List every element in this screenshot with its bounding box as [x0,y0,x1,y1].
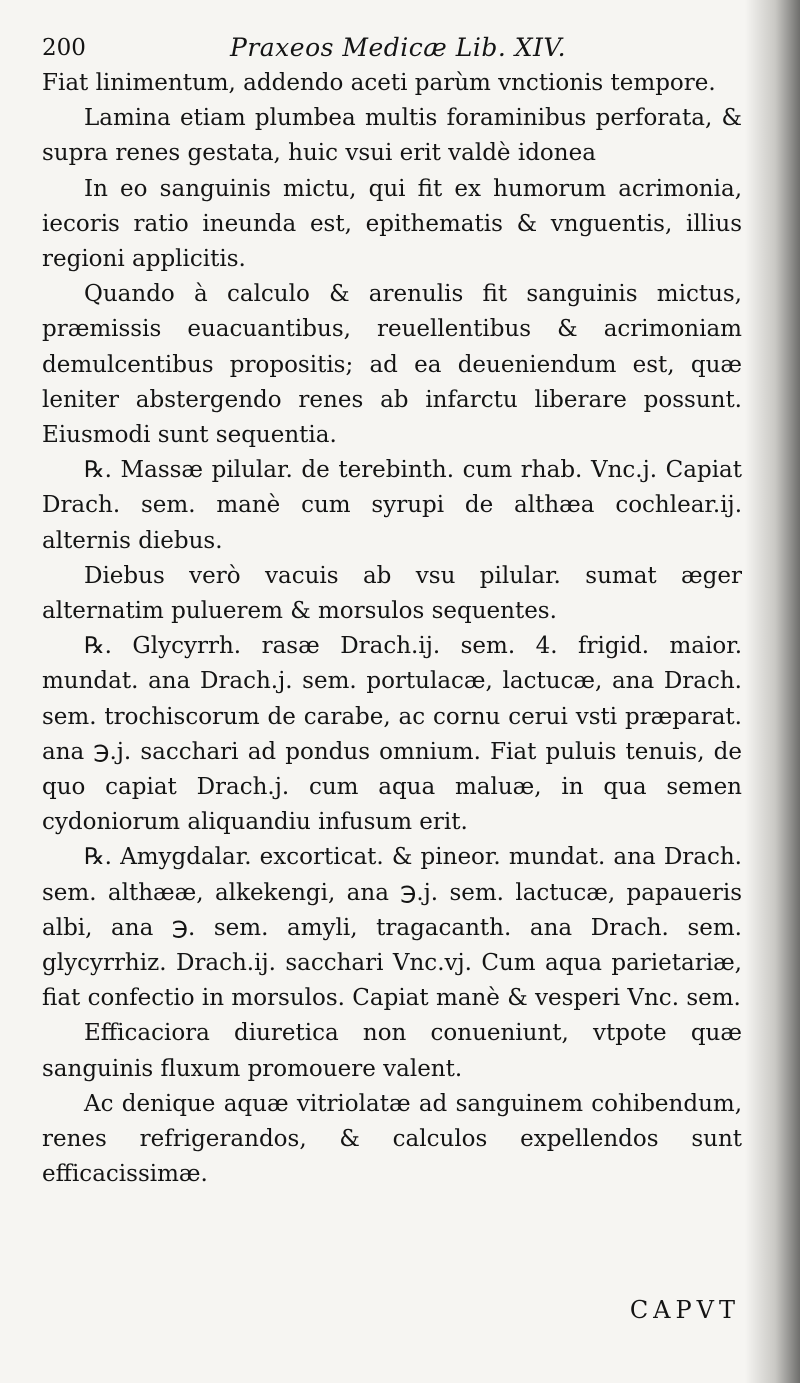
spine-shadow [745,0,800,1383]
paragraph-diebus: Diebus verò vacuis ab vsu pilular. sumat æger alternatim puluerem & morsulos sequentes. [42,562,742,625]
paragraph-linimentum: Fiat linimentum, addendo aceti parùm vnctionis tempore. [42,70,716,96]
paragraph-aquae-vitriolatae: Ac denique aquæ vitriolatæ ad sanguinem cohibendum, renes refrigerandos, & calculos expellendos sunt efficacissimæ. [42,1090,742,1188]
recipe-amygdalar: ℞. Amygdalar. excorticat. & pineor. mundat. ana Drach. sem. althææ, alkekengi, ana ℈.j. sem. lactucæ, papaueris albi, ana ℈. sem. amyli, tragacanth. ana Drach. sem. glycyrrhiz. Drach.ij. sacchari Vnc.vj. Cum aqua parietariæ, fiat confectio in morsulos. Capiat manè & vesperi Vnc. sem. [42,844,742,1012]
running-head-title: Praxeos Medicæ Lib. XIV. [230,33,567,62]
paragraph-diuretica: Efficaciora diuretica non conueniunt, vtpote quæ sanguinis fluxum promouere valent. [42,1020,742,1082]
running-head [42,30,742,66]
paragraph-calculo: Quando à calculo & arenulis fit sanguinis mictus, præmissis euacuantibus, reuellentibus & acrimoniam demulcentibus propositis; ad ea deueniendum est, quæ leniter abstergendo renes ab infarctu liberare possunt. Eiusmodi sunt sequentia. [42,281,742,449]
catchword: CAPVT [629,1296,740,1324]
paragraph-sanguinis-mictu: In eo sanguinis mictu, qui fit ex humorum acrimonia, iecoris ratio ineunda est, epithematis & vnguentis, illius regioni applicitis. [42,175,742,273]
paragraph-lamina: Lamina etiam plumbea multis foraminibus perforata, & supra renes gestata, huic vsui erit valdè idonea [42,105,742,167]
recipe-massae-pilular: ℞. Massæ pilular. de terebinth. cum rhab. Vnc.j. Capiat Drach. sem. manè cum syrupi de althæa cochlear.ij. alternis diebus. [42,457,742,554]
page-text [42,30,742,1193]
page-number: 200 [42,35,86,61]
recipe-glycyrrh: ℞. Glycyrrh. rasæ Drach.ij. sem. 4. frigid. maior. mundat. ana Drach.j. sem. portulacæ, lactucæ, ana Drach. sem. trochiscorum de carabe, ac cornu cerui vsti præparat. ana ℈.j. sacchari ad pondus omnium. Fiat puluis tenuis, de quo capiat Drach.j. cum aqua maluæ, in qua semen cydoniorum aliquandiu infusum erit. [42,633,742,836]
